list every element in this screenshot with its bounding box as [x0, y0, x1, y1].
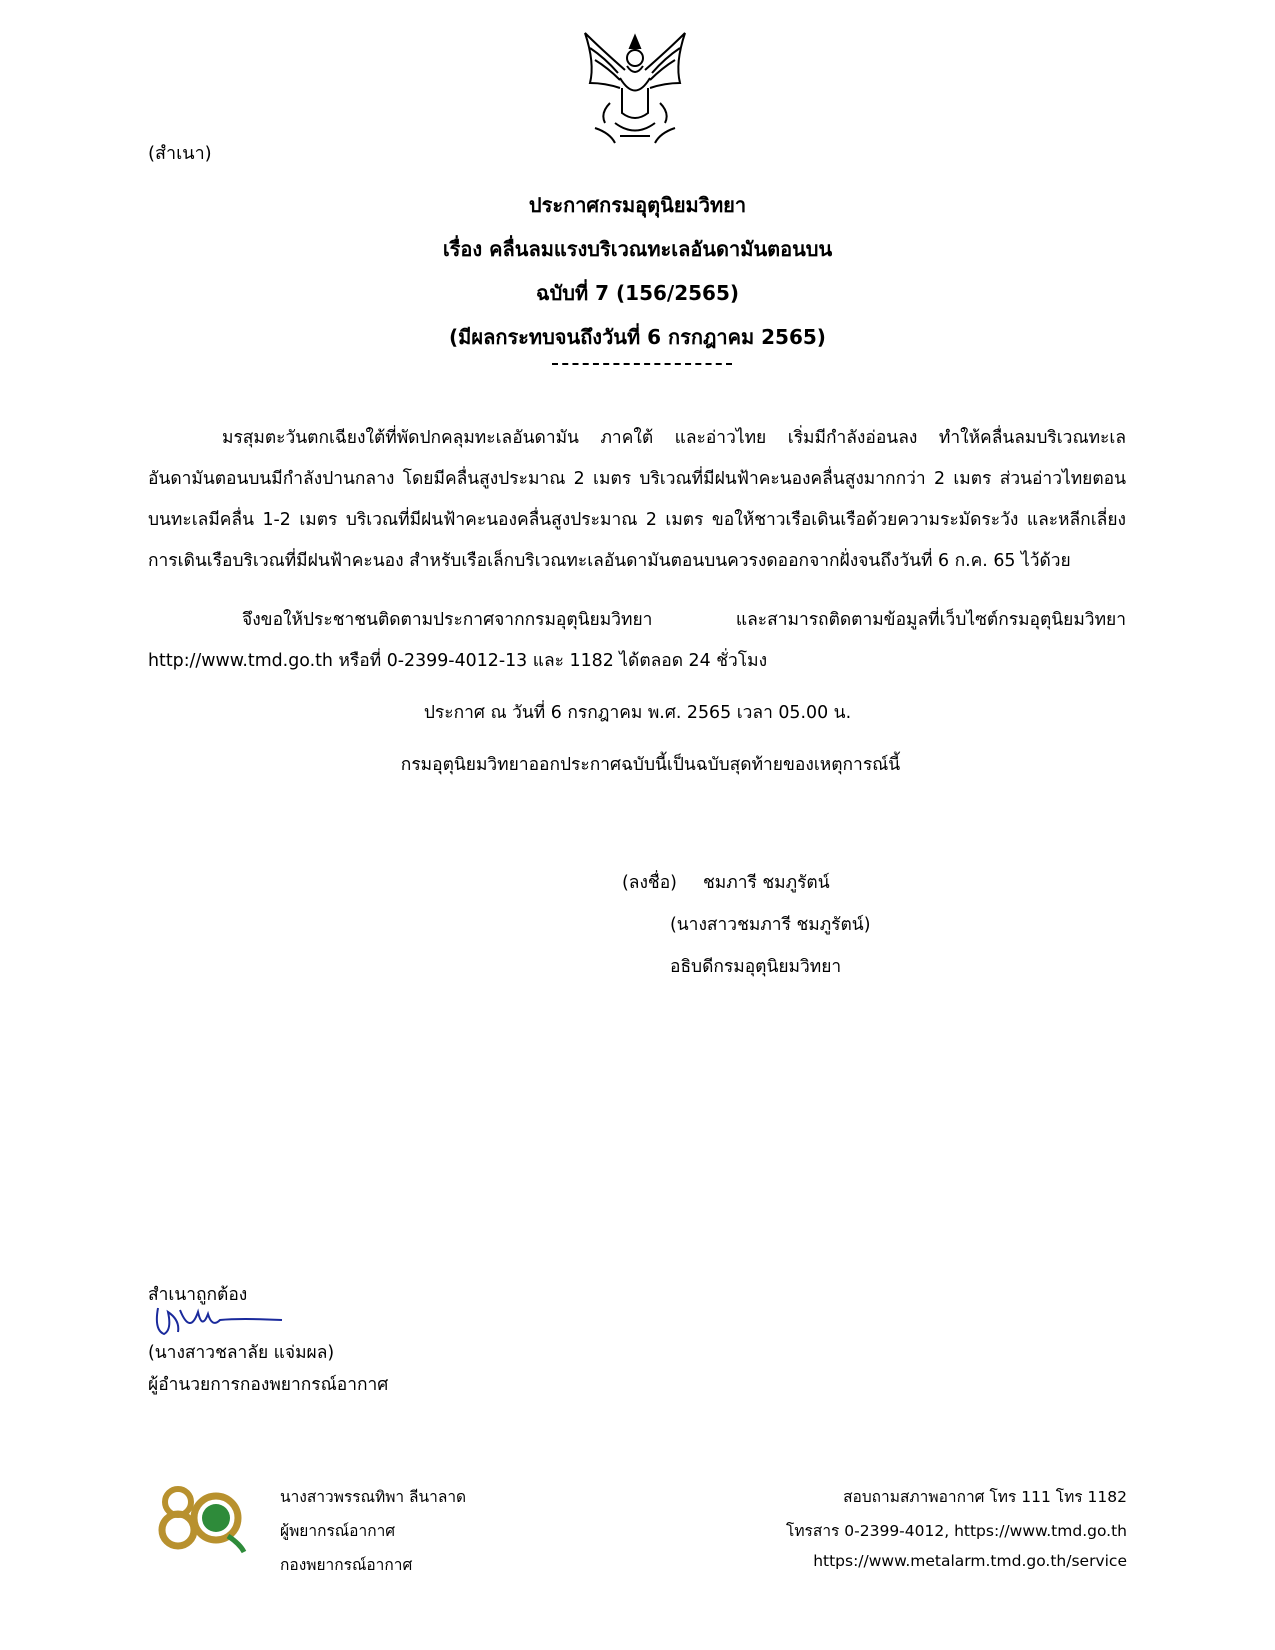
forecaster-division: กองพยากรณ์อากาศ — [280, 1556, 413, 1574]
copy-label: (สำเนา) — [148, 143, 212, 164]
certified-copy-label: สำเนาถูกต้อง — [148, 1285, 248, 1305]
announcement-title — [0, 183, 1275, 359]
signature-name: ชมภารี ชมภูรัตน์ — [702, 873, 830, 893]
body-paragraph-1: มรสุมตะวันตกเฉียงใต้ที่พัดปกคลุมทะเลอันดามัน ภาคใต้ และอ่าวไทย เริ่มมีกำลังอ่อนลง ทำให้คลื่นลมบริเวณทะเลอันดามันตอนบนมีกำลังปานกลาง โดยมีคลื่นสูงประมาณ 2 เมตร บริเวณที่มีฝนฟ้าคะนองคลื่นสูงมากกว่า 2 เมตร ส่วนอ่าวไทยตอนบนทะเลมีคลื่น 1-2 เมตร บริเวณที่มีฝนฟ้าคะนองคลื่นสูงประมาณ 2 เมตร ขอให้ชาวเรือเดินเรือด้วยความระมัดระวัง และหลีกเลี่ยงการเดินเรือบริเวณที่มีฝนฟ้าคะนอง สำหรับเรือเล็กบริเวณทะเลอันดามันตอนบนควรงดออกจากฝั่งจนถึงวันที่ 6 ก.ค. 65 ไว้ด้วย — [148, 428, 1126, 571]
contact-phone: สอบถามสภาพอากาศ โทร 111 โทร 1182 — [843, 1488, 1127, 1506]
announce-date: ประกาศ ณ วันที่ 6 กรกฎาคม พ.ศ. 2565 เวลา 05.00 น. — [423, 703, 852, 723]
dashed-divider — [552, 363, 732, 365]
tmd-80th-logo — [148, 1480, 248, 1575]
final-note: กรมอุตุนิยมวิทยาออกประกาศฉบับนี้เป็นฉบับสุดท้ายของเหตุการณ์นี้ — [400, 755, 901, 775]
title-line-3: ฉบับที่ 7 (156/2565) — [535, 281, 740, 305]
signature-line — [622, 868, 830, 896]
signature-prefix: (ลงชื่อ) — [622, 873, 677, 893]
forecaster-role: ผู้พยากรณ์อากาศ — [280, 1522, 396, 1540]
contact-metalarm-url: https://www.metalarm.tmd.go.th/service — [813, 1552, 1127, 1570]
handwritten-signature — [150, 1290, 290, 1342]
forecaster-name: นางสาวพรรณทิพา ลีนาลาด — [280, 1488, 467, 1506]
contact-fax-website: โทรสาร 0-2399-4012, https://www.tmd.go.th — [786, 1522, 1127, 1540]
title-line-4: (มีผลกระทบจนถึงวันที่ 6 กรกฎาคม 2565) — [449, 325, 826, 349]
certifier-position: ผู้อำนวยการกองพยากรณ์อากาศ — [148, 1375, 389, 1395]
body-paragraph-2: จึงขอให้ประชาชนติดตามประกาศจากกรมอุตุนิยมวิทยา และสามารถติดตามข้อมูลที่เว็บไซต์กรมอุตุนิยมวิทยา http://www.tmd.go.th หรือที่ 0-2399-4012-13 และ 1182 ได้ตลอด 24 ชั่วโมง — [148, 610, 1126, 671]
title-line-2: เรื่อง คลื่นลมแรงบริเวณทะเลอันดามันตอนบน — [442, 237, 833, 261]
certifier-name: (นางสาวชลาลัย แจ่มผล) — [148, 1343, 335, 1363]
signatory-full-name: (นางสาวชมภารี ชมภูรัตน์) — [670, 915, 871, 935]
garuda-emblem — [570, 28, 700, 148]
title-line-1: ประกาศกรมอุตุนิยมวิทยา — [528, 193, 747, 217]
signatory-position: อธิบดีกรมอุตุนิยมวิทยา — [670, 957, 842, 977]
